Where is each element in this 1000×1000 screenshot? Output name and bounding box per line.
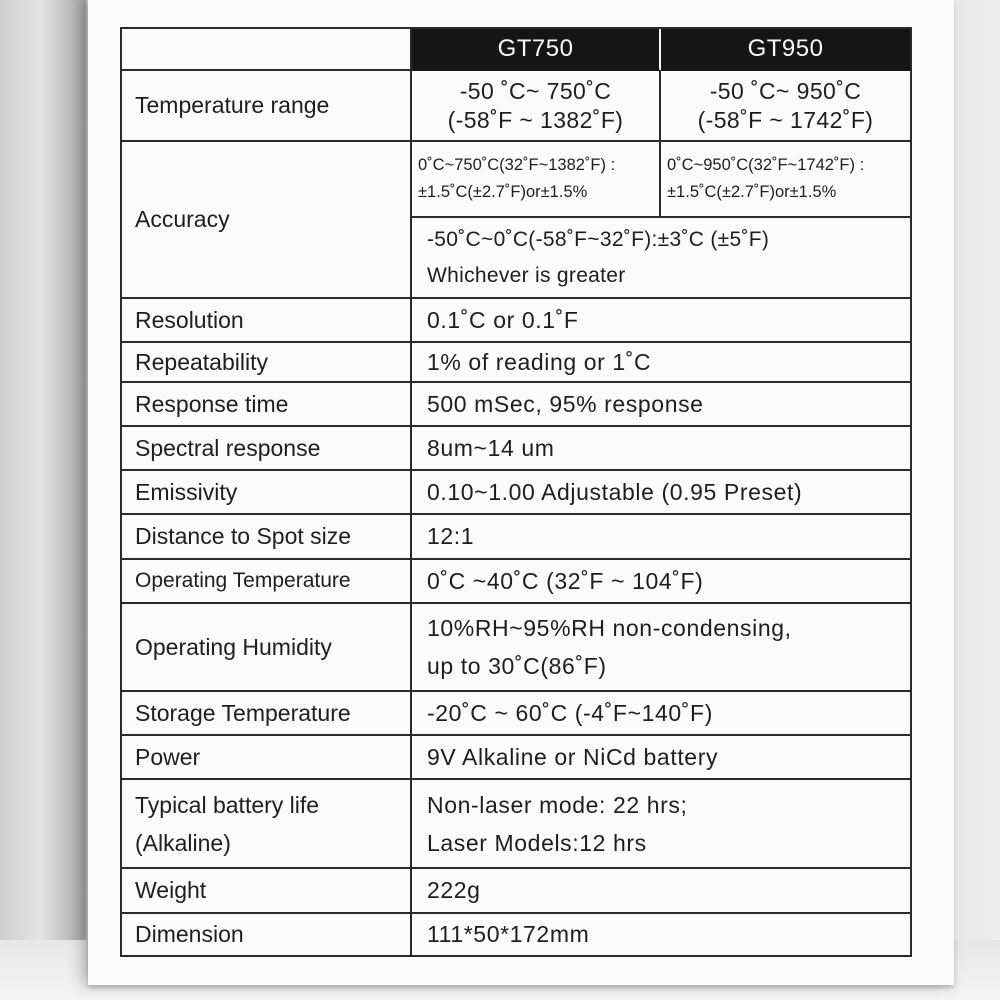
dimension-value xyxy=(412,914,910,955)
emissivity-value xyxy=(412,471,910,515)
value-line: -50 ˚C~ 750˚C xyxy=(459,77,612,104)
repeatability-value xyxy=(412,343,910,383)
label-text: Spectral response xyxy=(135,434,321,461)
value-text: 0.1˚C or 0.1˚F xyxy=(427,306,579,333)
value-text: 0.10~1.00 Adjustable (0.95 Preset) xyxy=(427,478,803,505)
resolution-value xyxy=(412,299,910,343)
label-line: Typical battery life xyxy=(135,791,320,818)
accuracy-shared xyxy=(412,218,910,299)
model-name: GT950 xyxy=(747,35,824,62)
accuracy-gt950 xyxy=(661,142,910,218)
temp-range-gt750 xyxy=(412,71,661,142)
power-value xyxy=(412,736,910,780)
value-text: 222g xyxy=(427,877,481,903)
value-text: 8um~14 um xyxy=(427,434,555,461)
label-text: Response time xyxy=(135,390,289,417)
label-text: Distance to Spot size xyxy=(135,523,352,549)
row-label-weight xyxy=(122,869,412,914)
row-label-temperature-range xyxy=(122,71,412,142)
row-label-resolution xyxy=(122,299,412,343)
value-text: 0˚C ~40˚C (32˚F ~ 104˚F) xyxy=(427,567,704,594)
value-text: 9V Alkaline or NiCd battery xyxy=(427,743,719,770)
label-text: Operating Humidity xyxy=(135,633,332,660)
value-text: -20˚C ~ 60˚C (-4˚F~140˚F) xyxy=(427,699,713,726)
header-empty-cell xyxy=(122,29,412,71)
label-text: Power xyxy=(135,743,201,770)
model-name: GT750 xyxy=(497,35,574,62)
row-label-power xyxy=(122,736,412,780)
label-text: Accuracy xyxy=(135,206,230,232)
spectral-response-value xyxy=(412,427,910,471)
operating-humidity-value xyxy=(412,604,910,692)
row-label-operating-temperature xyxy=(122,560,412,604)
label-text: Repeatability xyxy=(135,348,268,375)
value-line: ±1.5˚C(±2.7˚F)or±1.5% xyxy=(667,183,837,201)
label-line: (Alkaline) xyxy=(135,829,231,856)
row-label-operating-humidity xyxy=(122,604,412,692)
label-text: Resolution xyxy=(135,306,244,333)
value-line: 0˚C~950˚C(32˚F~1742˚F) : xyxy=(667,156,865,174)
accuracy-gt750 xyxy=(412,142,661,218)
row-label-repeatability xyxy=(122,343,412,383)
value-line: up to 30˚C(86˚F) xyxy=(427,653,607,679)
value-line: 0˚C~750˚C(32˚F~1382˚F) : xyxy=(418,156,616,174)
label-text: Storage Temperature xyxy=(135,699,351,726)
value-line: Laser Models:12 hrs xyxy=(427,829,647,856)
label-text: Operating Temperature xyxy=(135,569,351,592)
header-gt750 xyxy=(412,29,661,71)
value-text: 12:1 xyxy=(427,523,475,549)
value-line: 10%RH~95%RH non-condensing, xyxy=(427,615,792,641)
value-line: (-58˚F ~ 1742˚F) xyxy=(697,106,874,133)
label-text: Emissivity xyxy=(135,478,238,505)
value-line: (-58˚F ~ 1382˚F) xyxy=(447,106,624,133)
row-label-battery-life xyxy=(122,780,412,869)
row-label-storage-temperature xyxy=(122,692,412,736)
distance-spot-value xyxy=(412,515,910,560)
row-label-accuracy xyxy=(122,142,412,299)
header-gt950 xyxy=(661,29,910,71)
value-line: -50˚C~0˚C(-58˚F~32˚F):±3˚C (±5˚F) xyxy=(427,227,770,251)
battery-life-value xyxy=(412,780,910,869)
operating-temperature-value xyxy=(412,560,910,604)
label-text: Temperature range xyxy=(135,92,330,118)
response-time-value xyxy=(412,383,910,427)
temp-range-gt950 xyxy=(661,71,910,142)
storage-temperature-value xyxy=(412,692,910,736)
label-text: Weight xyxy=(135,877,207,903)
row-label-emissivity xyxy=(122,471,412,515)
value-text: 111*50*172mm xyxy=(427,921,590,947)
value-text: 1% of reading or 1˚C xyxy=(427,348,652,375)
weight-value xyxy=(412,869,910,914)
value-line: Non-laser mode: 22 hrs; xyxy=(427,791,688,818)
row-label-spectral-response xyxy=(122,427,412,471)
value-line: Whichever is greater xyxy=(427,263,626,287)
row-label-dimension xyxy=(122,914,412,955)
row-label-response-time xyxy=(122,383,412,427)
label-text: Dimension xyxy=(135,921,244,947)
row-label-distance-spot xyxy=(122,515,412,560)
value-text: 500 mSec, 95% response xyxy=(427,390,704,417)
spec-table xyxy=(120,27,912,957)
value-line: -50 ˚C~ 950˚C xyxy=(709,77,862,104)
value-line: ±1.5˚C(±2.7˚F)or±1.5% xyxy=(418,183,588,201)
